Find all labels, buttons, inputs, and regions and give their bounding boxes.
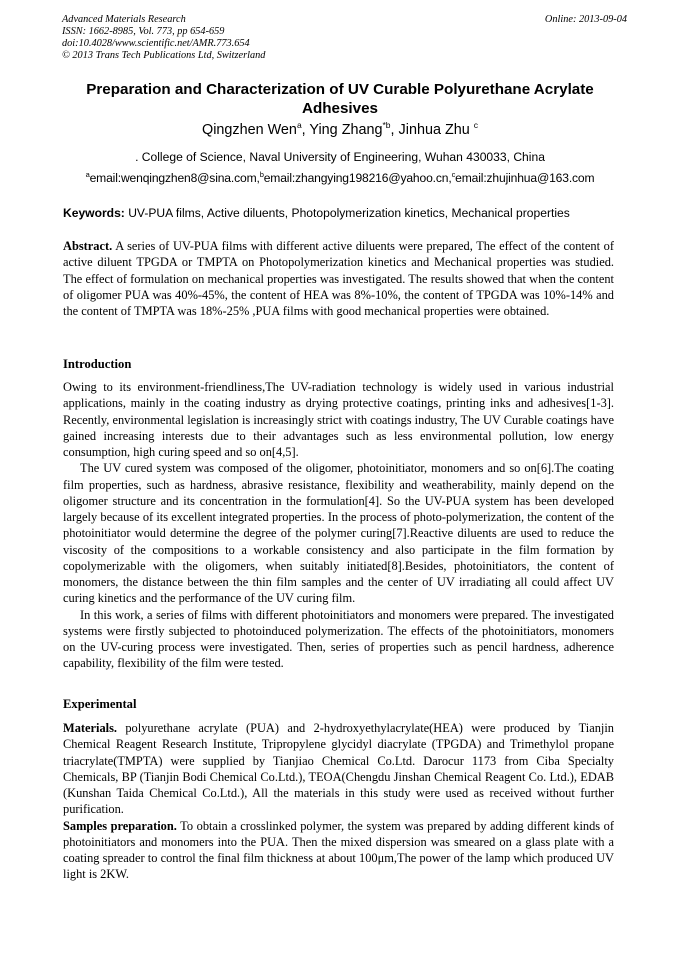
- email-mark: b: [259, 170, 264, 179]
- copyright-line: © 2013 Trans Tech Publications Ltd, Switzerland: [62, 50, 266, 61]
- materials-label: Materials.: [63, 721, 118, 735]
- paragraph: The UV cured system was composed of the oligomer, photoinitiator, monomers and so on[6].The coating film properties, such as hardness, abrasive resistance, flexibility and weatherability, mainly depend on the oligomer structure and its concentration in the formulation[4]. So the UV-PUA system has been developed largely because of its excellent integrated properties. In the process of photo-polymerization, the content of the photoinitiator would determine the degree of the polymer curing[7].Reactive diluents are used to reduce the viscosity of the compositions to a workable consistency and also participate in the film formation by copolymerizable with the oligomers, when suitably initiated[8].Besides, photoinitiators, the content of monomers, the distance between the thin film samples and the center of UV irradiating all could affect UV curing kinetics and the performance of the UV curing film.: [63, 461, 614, 606]
- keywords: [63, 206, 623, 221]
- journal-name: Advanced Materials Research: [62, 14, 186, 25]
- doi-line: doi:10.4028/www.scientific.net/AMR.773.654: [62, 38, 250, 49]
- abstract: [63, 238, 614, 319]
- issn-line: ISSN: 1662-8985, Vol. 773, pp 654-659: [62, 26, 225, 37]
- author-affil-mark: *b: [382, 120, 391, 130]
- samples-paragraph: [63, 818, 614, 883]
- email-list: [55, 171, 625, 186]
- keywords-text: UV-PUA films, Active diluents, Photopolymerization kinetics, Mechanical properties: [124, 206, 570, 220]
- author-list: [55, 121, 625, 139]
- abstract-text: A series of UV-PUA films with different active diluents were prepared, The effect of the content of active diluent TPGDA or TMPTA on Photopolymerization kinetics and Mechanical properties was studied. The effect of formulation on mechanical properties was investigated. The results showed that when the content of oligomer PUA was 40%-45%, the content of HEA was 8%-10%, the content of TPGDA was 10%-14% and the content of TMPTA was 18%-25% ,PUA films with good mechanical properties were obtained.: [63, 239, 614, 318]
- samples-label: Samples preparation.: [63, 818, 177, 833]
- online-date: Online: 2013-09-04: [544, 14, 627, 25]
- paragraph: Owing to its environment-friendliness,The UV-radiation technology is widely used in various industrial applications, mainly in the coating industry as drying protective coatings, printing inks and adhesives[1-3]. Recently, environmental legislation is increasingly strict with coatings industry, The UV Curable coatings have gained increasing interests due to their advantages such as less environmental pollution, low energy consumption, high curing speed and so on[4,5].: [63, 380, 614, 459]
- author-separator: ,: [301, 122, 310, 138]
- author-name: Qingzhen Wen: [202, 122, 297, 138]
- email-address: email:zhujinhua@163.com: [455, 171, 595, 185]
- materials-paragraph: [63, 720, 614, 818]
- keywords-label: Keywords:: [63, 206, 125, 220]
- email-address: email:zhangying198216@yahoo.cn,: [263, 171, 452, 185]
- author-separator: ,: [390, 122, 399, 138]
- abstract-label: Abstract.: [63, 239, 113, 253]
- author-name: Ying Zhang: [309, 122, 383, 138]
- author-affil-mark: a: [296, 120, 302, 130]
- samples-text: To obtain a crosslinked polymer, the system was prepared by adding different kinds of photoinitiators and monomers into the PUA. Then the mixed dispersion was smeared on a glass plate with a coating spreader to control the final film thickness at about 100μm,The power of the lamp which produced UV light is 2KW.: [63, 818, 614, 882]
- materials-text: polyurethane acrylate (PUA) and 2-hydroxyethylacrylate(HEA) were produced by Tianjin Chemical Reagent Research Institute, Tripropylene glycidyl diacrylate (TPGDA) and Trimethylol propane triacrylate(TMPTA) were supplied by Tianjiao Chemical Co.Ltd. Darocur 1173 from Ciba Specialty Chemicals, BP (Tianjin Bodi Chemical Co.Ltd.), TEOA(Chengdu Jinshan Chemical Reagent Co. Ltd.), EDAB (Kunshan Taida Chemical Co.Ltd.), All the materials in this study were used as received without further purification.: [63, 721, 614, 817]
- paper-title: Preparation and Characterization of UV Curable Polyurethane Acrylate Adhesives: [86, 81, 594, 117]
- email-address: email:wenqingzhen8@sina.com,: [89, 171, 260, 185]
- author-affil-mark: c: [473, 120, 478, 130]
- author-name: Jinhua Zhu: [398, 122, 474, 138]
- section-heading-experimental: Experimental: [63, 697, 137, 711]
- email-mark: c: [451, 170, 456, 179]
- section-heading-introduction: Introduction: [63, 357, 132, 371]
- paragraph: In this work, a series of films with different photoinitiators and monomers were prepared. The investigated systems were firstly subjected to photoinduced polymerization. The effects of the photoinitiators, monomers on the UV-curing process were investigated. Then, series of properties such as pencil hardness, adherence capability, flexibility of the film were tested.: [63, 607, 614, 671]
- introduction-body: [63, 379, 614, 672]
- journal-header: [62, 14, 265, 62]
- experimental-body: [63, 720, 614, 883]
- email-mark: a: [85, 170, 90, 179]
- affiliation: . College of Science, Naval University of Engineering, Wuhan 430033, China: [135, 150, 545, 164]
